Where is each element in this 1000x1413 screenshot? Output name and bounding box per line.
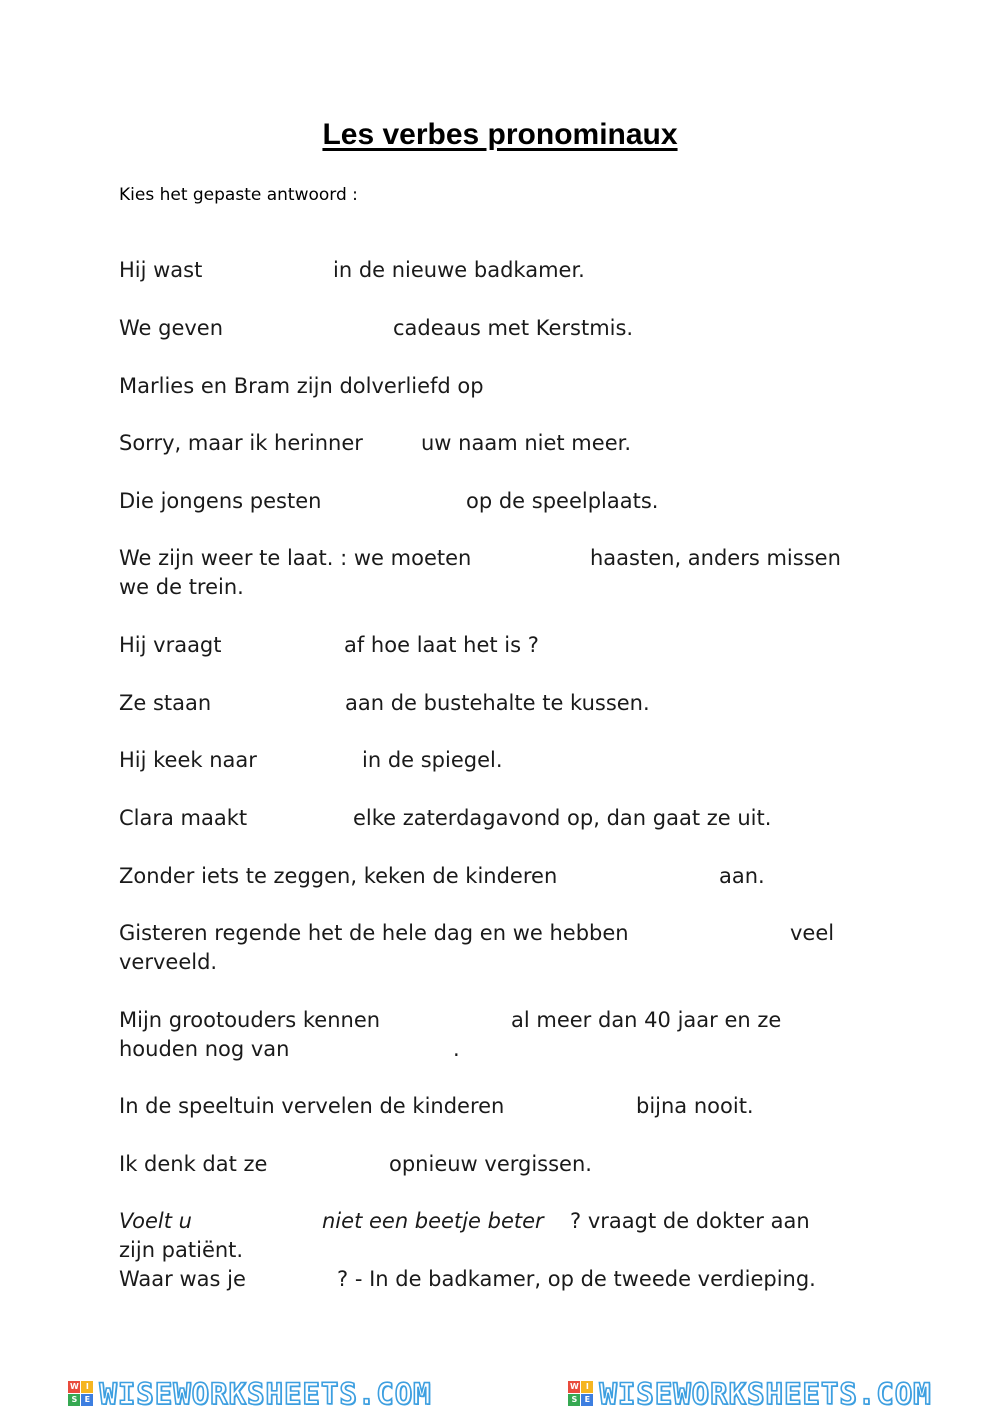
sentence-text: elke zaterdagavond op, dan gaat ze uit. — [353, 806, 772, 830]
sentence-text: Hij vraagt — [119, 633, 222, 657]
logo-letter: S — [68, 1394, 80, 1406]
sentence-text: Ze staan — [119, 691, 212, 715]
sentence-text: af hoe laat het is ? — [344, 633, 539, 657]
sentence-text: ? vraagt de dokter aan — [570, 1209, 810, 1233]
sentence-text: Marlies en Bram zijn dolverliefd op — [119, 374, 484, 398]
sentence-text: we de trein. — [119, 575, 244, 599]
logo-letter: S — [568, 1394, 580, 1406]
instruction-text: Kies het gepaste antwoord : — [119, 185, 358, 205]
sentence-text: zijn patiënt. — [119, 1238, 244, 1262]
sentence-text: Clara maakt — [119, 806, 248, 830]
sentence-text: aan. — [719, 864, 765, 888]
sentence-text: veel — [790, 921, 835, 945]
sentence-text: In de speeltuin vervelen de kinderen — [119, 1094, 505, 1118]
brand-watermark — [568, 1377, 931, 1411]
sentence-text: uw naam niet meer. — [421, 431, 631, 455]
sentence-text: op de speelplaats. — [466, 489, 659, 513]
sentence-text: Mijn grootouders kennen — [119, 1008, 381, 1032]
sentence-text: Waar was je — [119, 1267, 246, 1291]
logo-letter: I — [581, 1381, 593, 1393]
brand-logo-icon — [68, 1381, 93, 1406]
logo-letter: W — [69, 1382, 79, 1391]
sentence-text: Zonder iets te zeggen, keken de kinderen — [119, 864, 558, 888]
sentence-text: Ik denk dat ze — [119, 1152, 268, 1176]
brand-watermark — [68, 1377, 431, 1411]
sentence-text: verveeld. — [119, 950, 218, 974]
sentence-text: . — [453, 1037, 460, 1061]
sentence-text: haasten, anders missen — [590, 546, 841, 570]
brand-text: WISEWORKSHEETS.COM — [99, 1376, 432, 1411]
sentence-text: Sorry, maar ik herinner — [119, 431, 363, 455]
logo-letter: I — [81, 1381, 93, 1393]
sentence-text: bijna nooit. — [636, 1094, 754, 1118]
brand-logo-icon — [568, 1381, 593, 1406]
sentence-text: Die jongens pesten — [119, 489, 322, 513]
logo-letter: E — [581, 1394, 593, 1406]
sentence-text: in de nieuwe badkamer. — [333, 258, 585, 282]
sentence-text: houden nog van — [119, 1037, 290, 1061]
sentence-text: Voelt u — [119, 1209, 192, 1233]
sentence-text: Gisteren regende het de hele dag en we hebben — [119, 921, 629, 945]
brand-text: WISEWORKSHEETS.COM — [599, 1376, 932, 1411]
logo-letter: W — [569, 1382, 579, 1391]
sentence-text: cadeaus met Kerstmis. — [393, 316, 634, 340]
sentence-text: al meer dan 40 jaar en ze — [511, 1008, 782, 1032]
sentence-text: niet een beetje beter — [322, 1209, 544, 1233]
sentence-text: in de spiegel. — [362, 748, 503, 772]
sentence-text: Hij keek naar — [119, 748, 257, 772]
sentence-text: We zijn weer te laat. : we moeten — [119, 546, 472, 570]
logo-letter: E — [81, 1394, 93, 1406]
sentence-text: aan de bustehalte te kussen. — [345, 691, 650, 715]
sentence-text: opnieuw vergissen. — [389, 1152, 592, 1176]
sentence-text: ? - In de badkamer, op de tweede verdieping. — [337, 1267, 816, 1291]
footer-branding — [0, 1374, 1000, 1413]
sentence-text: We geven — [119, 316, 224, 340]
page-title: Les verbes pronominaux — [322, 118, 678, 151]
sentence-text: Hij wast — [119, 258, 203, 282]
